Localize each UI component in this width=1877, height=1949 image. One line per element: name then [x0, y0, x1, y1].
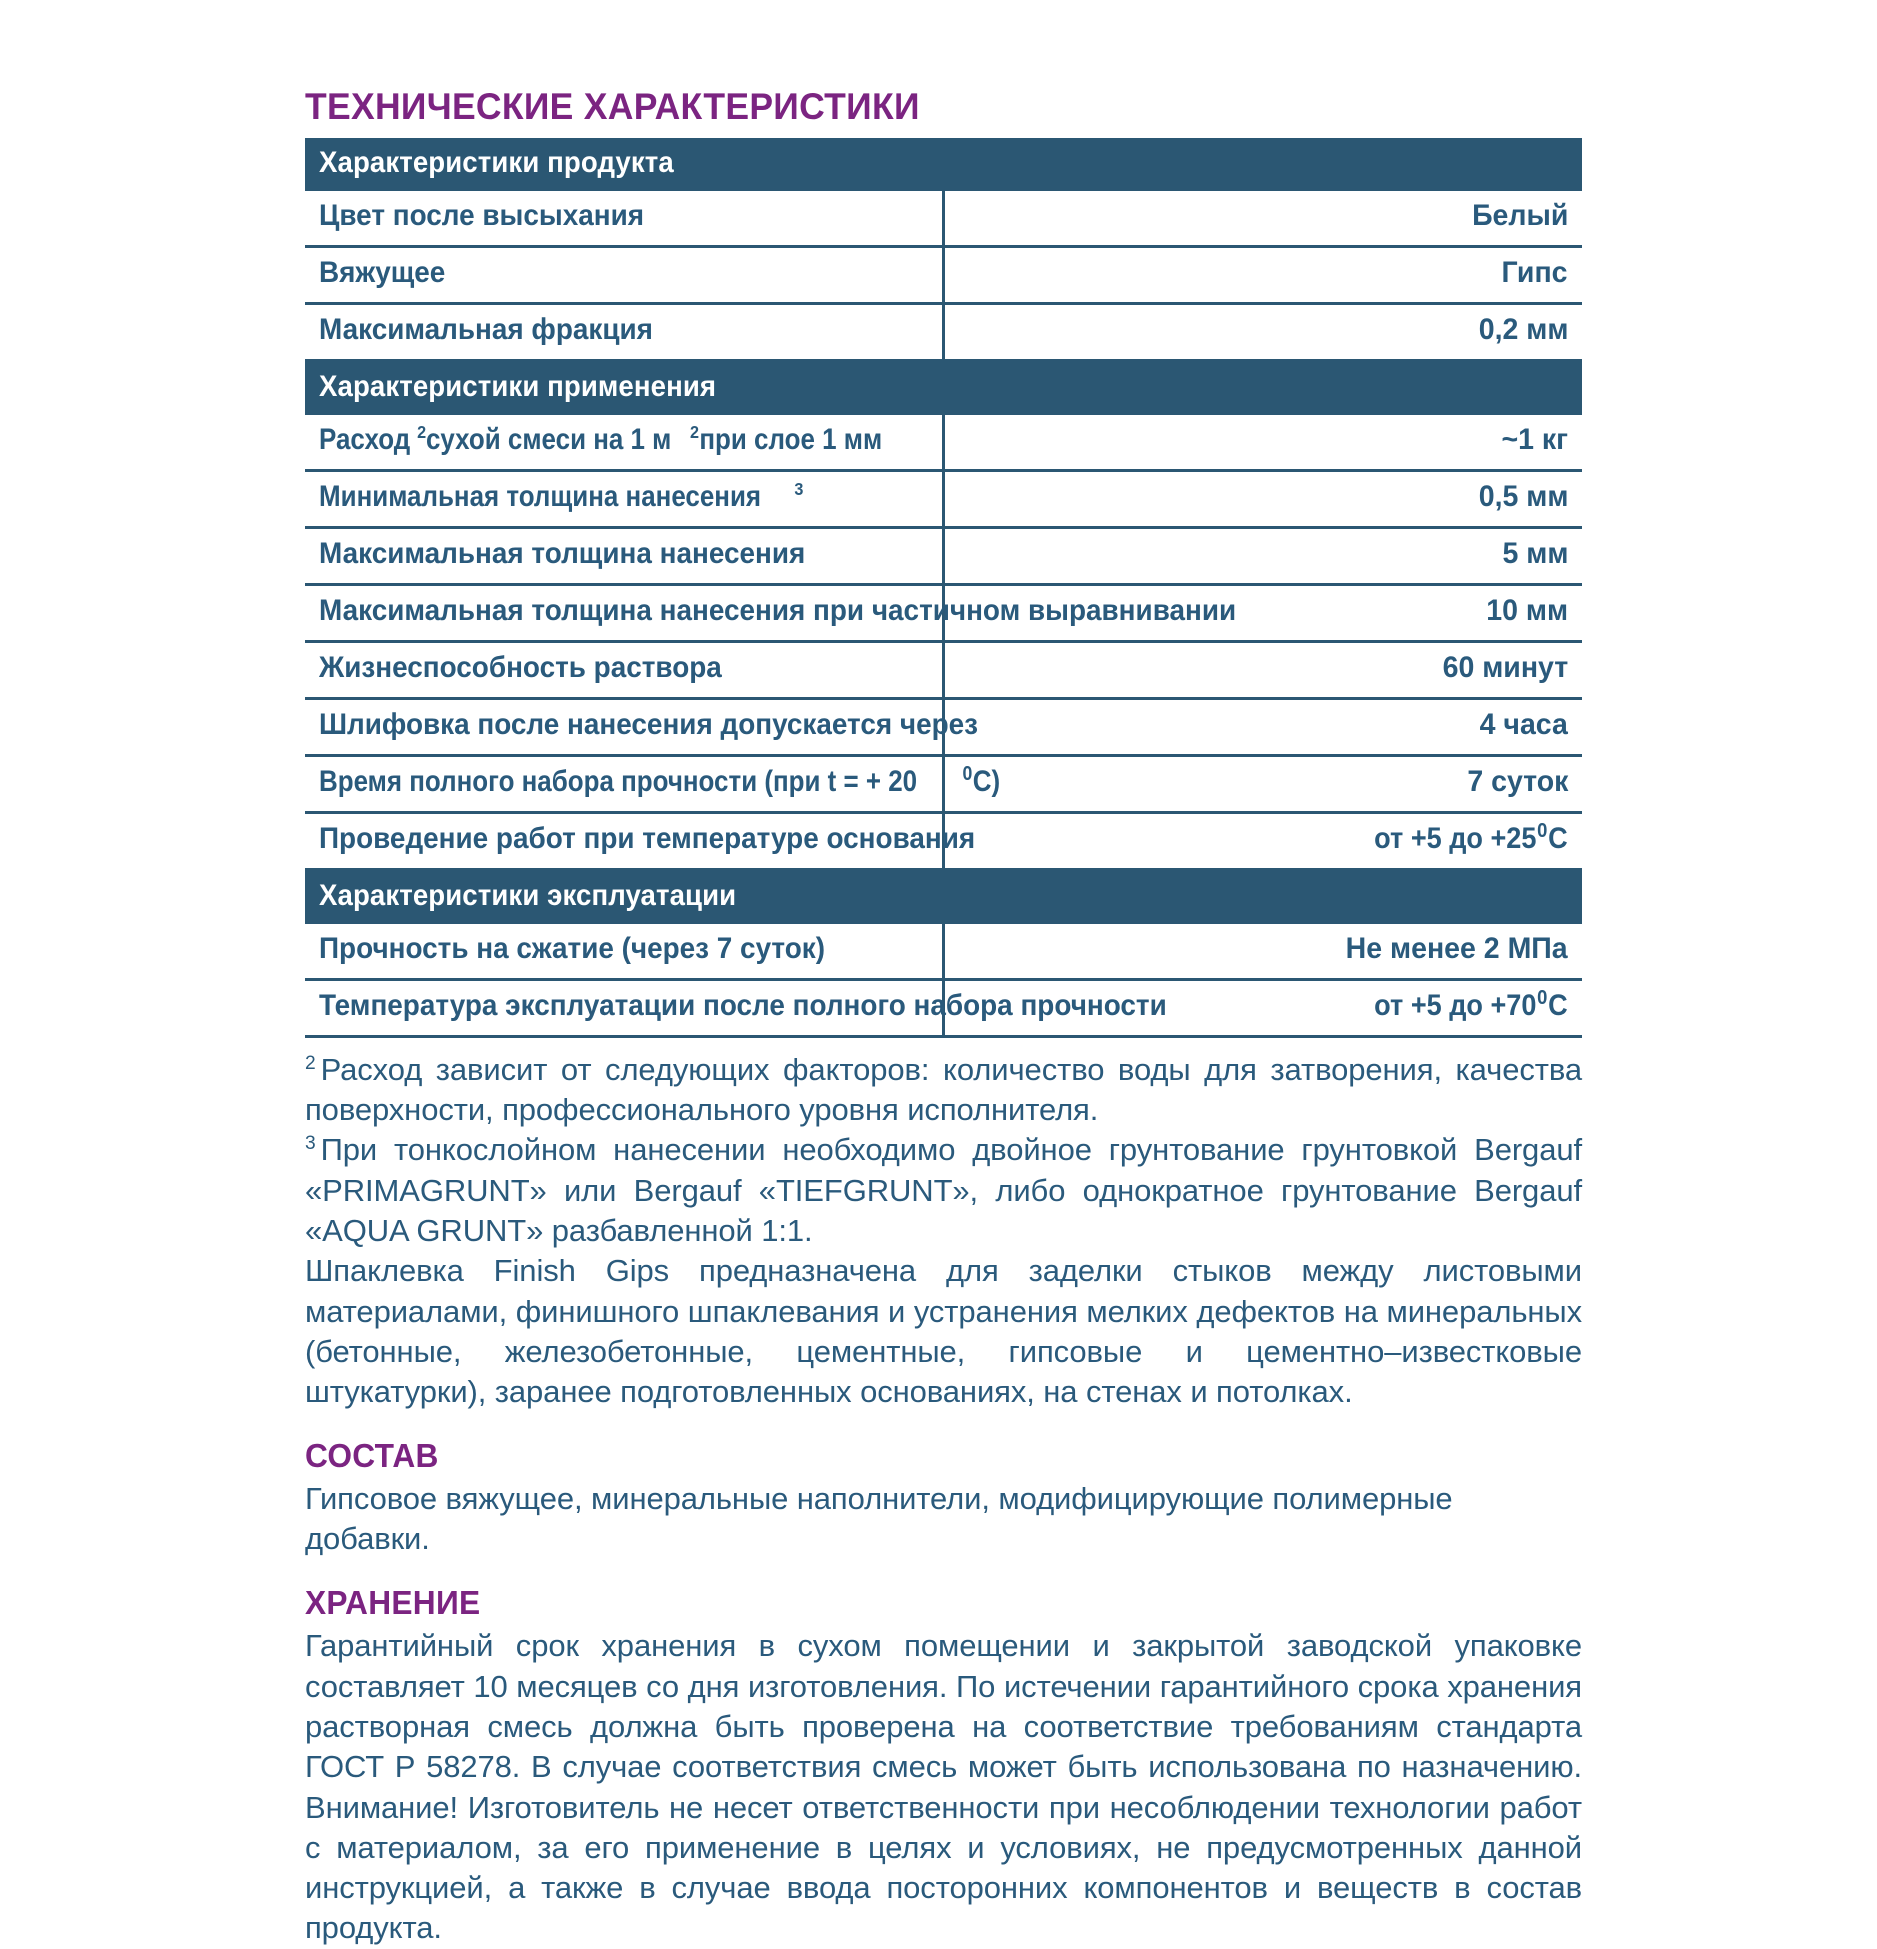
row-label: Прочность на сжатие (через 7 суток): [319, 932, 826, 966]
section-header-cell: [305, 360, 1582, 415]
row-label-main: Минимальная толщина нанесения: [319, 480, 762, 514]
row-value-cell: [944, 755, 1583, 812]
row-value: Гипс: [1501, 256, 1568, 290]
row-label: Проведение работ при температуре основания: [319, 822, 976, 856]
row-value-main: от +5 до +25: [1374, 822, 1537, 856]
table-row: [305, 415, 1582, 471]
row-label-cont2: при слое 1 мм: [699, 423, 882, 457]
table-row: [305, 246, 1582, 303]
row-value: Белый: [1471, 199, 1568, 233]
row-label: Цвет после высыхания: [319, 199, 645, 233]
technical-specifications-table: [305, 138, 1582, 1038]
section-header-cell: [305, 138, 1582, 191]
row-label: Температура эксплуатации после полного набора прочности: [319, 989, 1167, 1023]
row-value-cell: [944, 641, 1583, 698]
row-value: 10 мм: [1486, 594, 1568, 628]
section-header-label: Характеристики продукта: [319, 146, 674, 180]
row-value: от +5 до +700С: [1374, 987, 1568, 1023]
row-label-cell: [305, 979, 1167, 1036]
table-row: [305, 641, 1582, 698]
row-value: 60 минут: [1442, 651, 1568, 685]
section-header-label: Характеристики эксплуатации: [319, 879, 737, 913]
row-value-cell: [944, 415, 1583, 471]
row-label-cell: [305, 303, 944, 360]
row-label: Время полного набора прочности (при t = + 200С): [319, 763, 1001, 799]
row-label-cont: сухой смеси на 1 м: [426, 423, 672, 457]
table-row: [305, 924, 1582, 980]
row-value: ~1 кг: [1501, 423, 1568, 457]
table-section-header-operation: [305, 869, 1582, 924]
row-label-cell: [305, 415, 944, 471]
page-title: ТЕХНИЧЕСКИЕ ХАРАКТЕРИСТИКИ: [305, 86, 920, 127]
row-value: 7 суток: [1466, 765, 1568, 799]
row-label: Шлифовка после нанесения допускается через: [319, 708, 979, 742]
table-row: [305, 584, 1582, 641]
table-row: [305, 812, 1582, 869]
row-value-cell: [944, 924, 1583, 980]
table-section-header-application: [305, 360, 1582, 415]
row-label: [319, 480, 803, 514]
row-value: 0,2 мм: [1478, 313, 1568, 347]
row-label-cont: С): [972, 765, 1001, 799]
table-row: [305, 470, 1582, 527]
row-label-cell: [305, 246, 944, 303]
storage-heading: ХРАНЕНИЕ: [305, 1583, 481, 1621]
row-label-main: Расход: [319, 423, 411, 457]
row-label: Максимальная толщина нанесения при частичном выравнивании: [319, 594, 1237, 628]
row-value-cont: С: [1548, 989, 1568, 1023]
footnote-2-marker: 2: [305, 1052, 316, 1074]
row-label-main: Время полного набора прочности (при t = + 20: [319, 765, 918, 799]
row-label-cell: [305, 191, 944, 247]
table-row: [305, 527, 1582, 584]
content-column: [305, 88, 1582, 1949]
footnote-ref-2: 2: [417, 422, 427, 443]
row-label: Максимальная толщина нанесения: [319, 537, 806, 571]
table-row: [305, 303, 1582, 360]
row-label: [319, 423, 896, 457]
row-label-cell: [305, 527, 944, 584]
row-label-cell: [305, 470, 944, 527]
row-value-cell: [944, 303, 1583, 360]
row-value-cell: [944, 191, 1583, 247]
table-row: [305, 698, 1582, 755]
superscript-squared: 2: [690, 422, 700, 443]
table-row: [305, 755, 1582, 812]
table-row: [305, 979, 1582, 1036]
row-value-cont: С: [1548, 822, 1568, 856]
footnote-3-text: При тонкослойном нанесении необходимо двойное грунтование грунтовкой Bergauf «PRIMAGRUNT» или Bergauf «TIEFGRUNT», либо однократное грунтование Bergauf «AQUA GRUNT» разбавленной 1:1.: [305, 1132, 1582, 1249]
row-value-cell: [944, 470, 1583, 527]
row-label: Максимальная фракция: [319, 313, 653, 347]
product-description: Шпаклевка Finish Gips предназначена для заделки стыков между листовыми материалами, финишного шпаклевания и устранения мелких дефектов на минеральных (бетонные, железобетонные, цементные, гипсовые и цементно–известковые штукатурки), заранее подготовленных основаниях, на стенах и потолках.: [305, 1253, 1582, 1410]
row-value: 0,5 мм: [1478, 480, 1568, 514]
table-body: [305, 138, 1582, 1037]
row-value-cell: [944, 246, 1583, 303]
row-label-cell: [305, 641, 944, 698]
row-label: Жизнеспособность раствора: [319, 651, 722, 685]
storage-text: Гарантийный срок хранения в сухом помещении и закрытой заводской упаковке составляет 10 месяцев со дня изготовления. По истечении гарантийного срока хранения растворная смесь должна быть проверена на соответствие требованиям стандарта ГОСТ Р 58278. В случае соответствия смесь может быть использована по назначению. Внимание! Изготовитель не несет ответственности при несоблюдении технологии работ с материалом, за его применение в целях и условиях, не предусмотренных данной инструкцией, а также в случае ввода посторонних компонентов и веществ в состав продукта.: [305, 1628, 1582, 1946]
row-value-main: от +5 до +70: [1374, 989, 1537, 1023]
row-value-cell: [944, 527, 1583, 584]
footnote-3: [305, 1130, 1582, 1251]
row-value: от +5 до +250С: [1374, 820, 1568, 856]
footnote-2-text: Расход зависит от следующих факторов: количество воды для затворения, качества поверхности, профессионального уровня исполнителя.: [305, 1051, 1582, 1128]
row-label: Вяжущее: [319, 256, 446, 290]
row-label-cell: [305, 755, 1001, 812]
row-label-cell: [305, 698, 979, 755]
section-header-cell: [305, 869, 1582, 924]
footnote-ref-3: 3: [794, 479, 804, 500]
row-value: 4 часа: [1479, 708, 1568, 742]
row-value-cell: [944, 698, 1583, 755]
row-label-cell: [305, 924, 944, 980]
row-value: 5 мм: [1502, 537, 1568, 571]
row-label-cell: [305, 584, 1237, 641]
section-header-label: Характеристики применения: [319, 370, 717, 404]
footnote-2: [305, 1050, 1582, 1131]
table-row: [305, 191, 1582, 247]
footnote-3-marker: 3: [305, 1133, 316, 1155]
composition-heading: СОСТАВ: [305, 1436, 439, 1474]
table-section-header-product: [305, 138, 1582, 191]
row-value-cell: [944, 812, 1583, 869]
row-value: Не менее 2 МПа: [1346, 932, 1568, 966]
composition-text: Гипсовое вяжущее, минеральные наполнители, модифицирующие полимерные добавки.: [305, 1481, 1453, 1557]
row-label-cell: [305, 812, 976, 869]
